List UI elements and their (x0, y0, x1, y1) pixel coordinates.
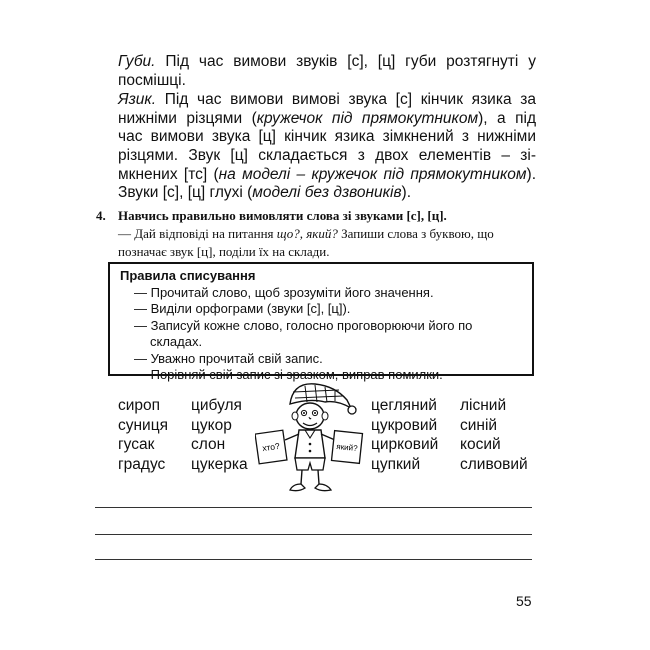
task-instruction: позначає звук [ц], поділи їх на склади. (118, 244, 330, 259)
articulation-description (118, 53, 536, 203)
word-column-2 (191, 396, 248, 474)
word: лісний (460, 397, 507, 414)
word: цукерка (191, 455, 248, 473)
svg-text:який?: який? (335, 441, 358, 454)
task-title: 4. Навчись правильно вимовляти слова зі звуками [с], [ц]. (96, 208, 447, 223)
writing-line (95, 534, 532, 535)
word-column-1 (118, 396, 168, 474)
rule-item: — Уважно прочитай свій запис. (134, 350, 323, 366)
task-4 (96, 207, 536, 261)
word: цирковий (371, 436, 439, 453)
copying-rules-box (108, 262, 534, 382)
word: цибуля (191, 397, 242, 414)
intro-line: Губи. Під час вимови звуків [с], [ц] губи розтягнуті у (118, 53, 536, 70)
task-instruction: — Дай відповіді на питання що?, який? Запиши слова з буквою, що (118, 226, 494, 241)
svg-text:хто?: хто? (261, 440, 281, 454)
word: косий (460, 436, 501, 453)
writing-line (95, 507, 532, 508)
intro-line: нижніми різцями (кружечок під прямокутником), а під (118, 109, 536, 127)
intro-line: різцями. Звук [ц] складається з двох елементів – зі- (118, 146, 536, 164)
word: сироп (118, 397, 161, 414)
rule-item: — Виділи орфограми (звуки [с], [ц]). (134, 301, 351, 316)
rule-item: — Прочитай слово, щоб зрозуміти його значення. (134, 284, 434, 300)
rule-item: — Порівняй свій запис зі зразком, виправ помилки. (134, 367, 443, 382)
word: слон (191, 436, 226, 453)
sign-right (332, 431, 363, 464)
word: цупкий (371, 455, 421, 473)
task-number: 4. (96, 208, 106, 223)
intro-line: Язик. Під час вимови вимові звука [с] кінчик язика за (118, 91, 536, 109)
boy-with-signs-illustration (255, 378, 365, 496)
word: синій (460, 416, 498, 434)
word: цегляний (371, 397, 437, 414)
word: цукор (191, 416, 232, 434)
word: сливовий (460, 455, 528, 473)
word-column-4 (460, 396, 528, 474)
rules-title: Правила списування (120, 268, 256, 283)
task-questions: що?, який? (276, 226, 338, 241)
intro-line: посмішці. (118, 71, 186, 89)
word-column-3 (371, 396, 438, 474)
intro-line: Звуки [с], [ц] глухі (моделі без дзвоників). (118, 184, 411, 202)
writing-line (95, 559, 532, 560)
intro-line: час вимови звука [ц] кінчик язика зімкнений з нижніми (118, 128, 536, 146)
word: градус (118, 455, 166, 473)
word: цукровий (371, 416, 438, 434)
page-number: 55 (516, 593, 532, 609)
intro-line: мкнених [тс] (на моделі – кружечок під прямокутником). (118, 165, 536, 183)
word: гусак (118, 436, 155, 453)
rule-item: — Записуй кожне слово, голосно проговорюючи його по (134, 317, 473, 333)
rule-item-continuation: складах. (150, 334, 203, 349)
sign-left (255, 430, 287, 464)
word: суниця (118, 416, 168, 434)
